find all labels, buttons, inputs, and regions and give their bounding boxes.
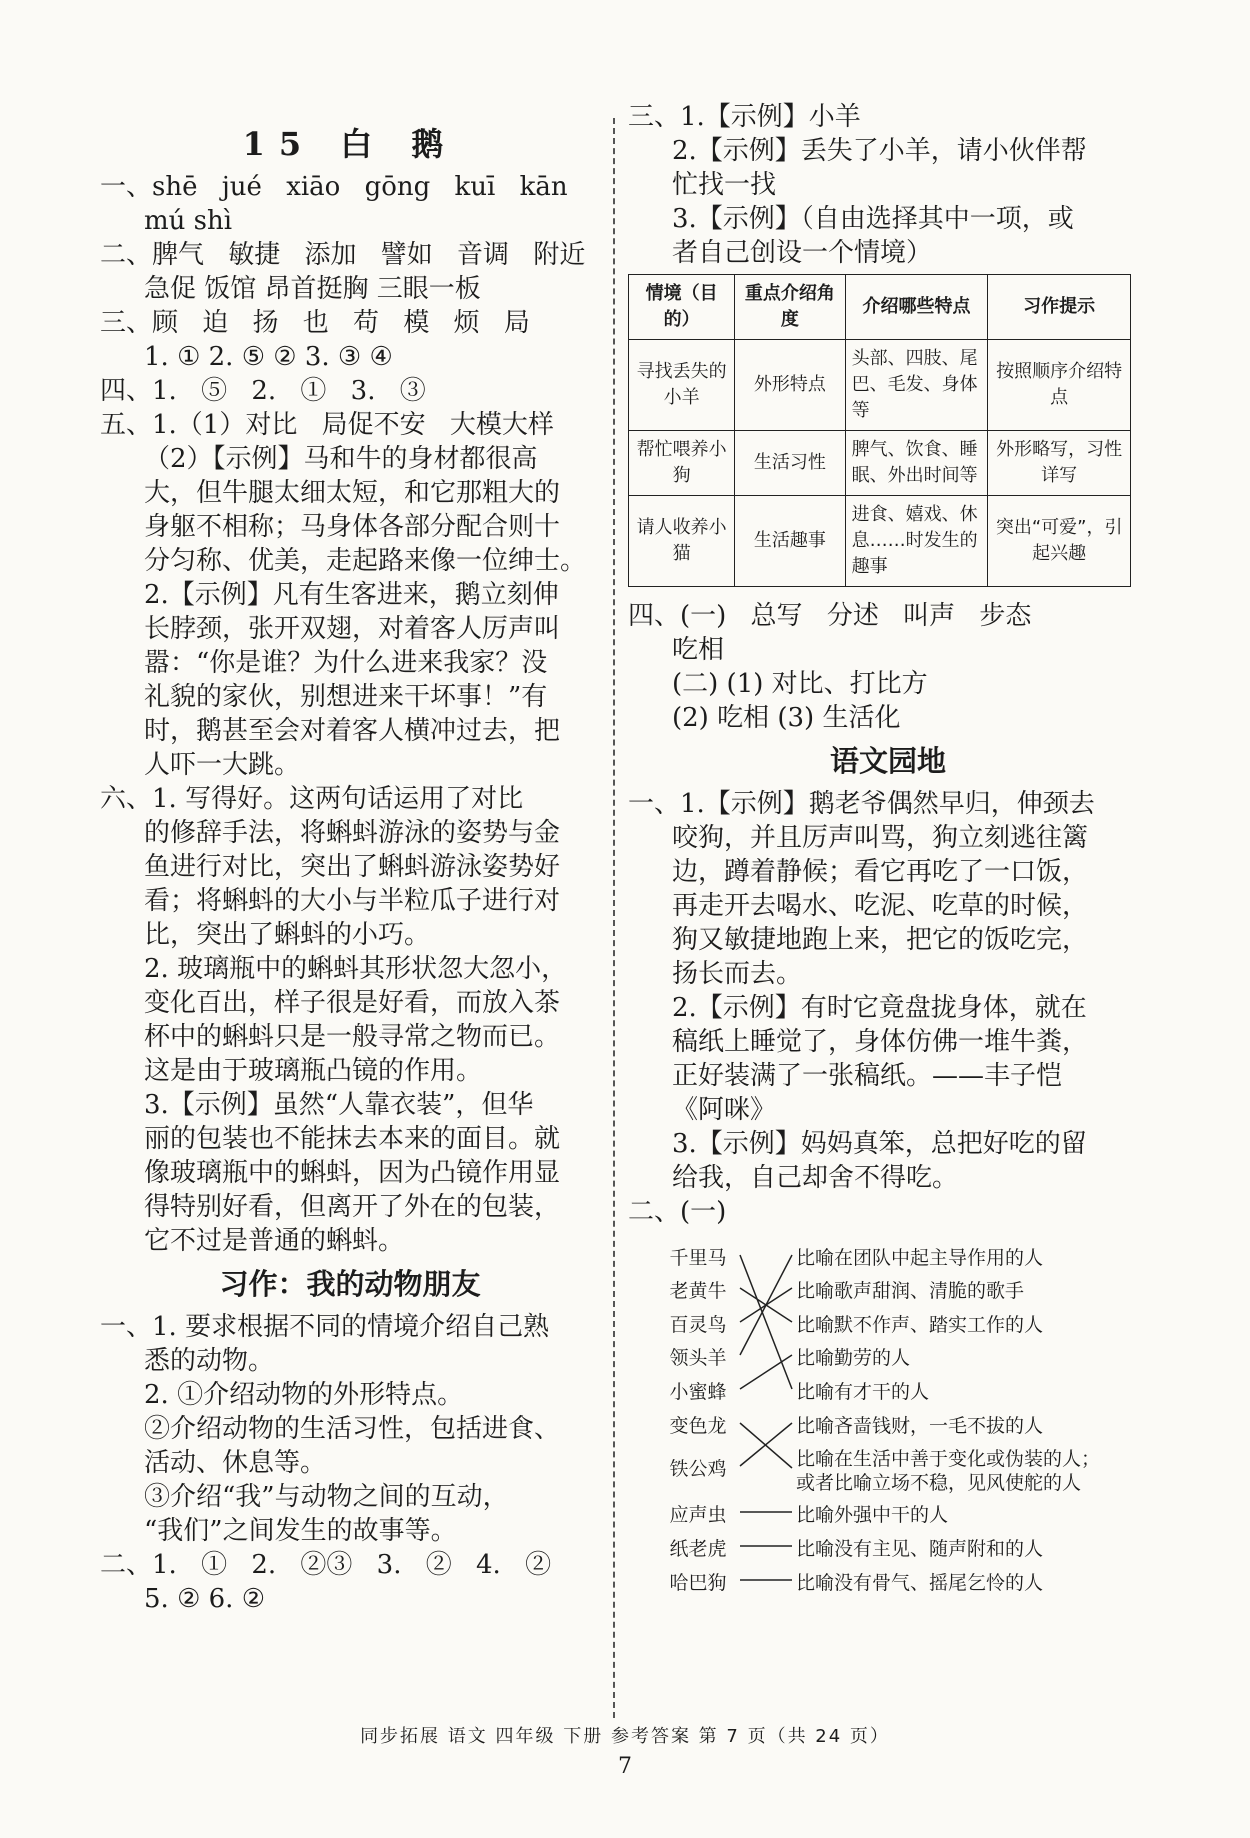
text-line: 者自己创设一个情境） <box>672 238 933 268</box>
right-answers-part2 <box>628 599 1148 735</box>
text-line: 忙找一找 <box>672 170 777 200</box>
match-left-term: 领头羊 <box>669 1347 727 1369</box>
text-line: 边，蹲着静候；看它再吃了一口饭， <box>672 857 1089 887</box>
text-line: 咬狗，并且厉声叫骂，狗立刻逃往篱 <box>672 823 1089 853</box>
match-left-term: 哈巴狗 <box>669 1572 727 1594</box>
text-line: 扬长而去。 <box>672 959 803 989</box>
text-line: 吃相 <box>672 635 725 665</box>
match-left-term: 应声虫 <box>669 1504 727 1526</box>
text-line: （2）【示例】马和牛的身材都很高 <box>144 444 538 474</box>
text-line: 二、(一) <box>628 1197 727 1227</box>
match-right-meaning: 比喻在生活中善于变化或伪装的人； <box>796 1448 1101 1470</box>
table-cell: 请人收养小猫 <box>629 496 735 587</box>
text-line: 稿纸上睡觉了，身体仿佛一堆牛粪， <box>672 1027 1089 1057</box>
table-cell: 帮忙喂养小狗 <box>629 431 735 496</box>
left-answers-part2 <box>100 1310 600 1616</box>
text-line: 2. ①介绍动物的外形特点。 <box>144 1380 464 1410</box>
column-divider <box>613 118 615 1718</box>
table-row <box>629 340 1131 431</box>
table-cell: 头部、四肢、尾巴、毛发、身体等 <box>845 340 988 431</box>
table-header-cell: 习作提示 <box>988 275 1131 340</box>
match-left-term: 纸老虎 <box>669 1538 727 1560</box>
text-line: 1. ① 2. ⑤ ② 3. ③ ④ <box>144 342 393 372</box>
match-right-meaning: 比喻没有主见、随声附和的人 <box>796 1538 1044 1560</box>
text-line: 5. ② 6. ② <box>144 1584 266 1614</box>
text-line: 四、1. ⑤ 2. ① 3. ③ <box>100 376 426 406</box>
text-line: 2.【示例】凡有生客进来，鹅立刻伸 <box>144 580 559 610</box>
match-right-meaning: 比喻默不作声、踏实工作的人 <box>796 1314 1044 1336</box>
right-answers-part3 <box>628 787 1148 1229</box>
text-line: 时，鹅甚至会对着客人横冲过去，把 <box>144 716 561 746</box>
text-line: 2.【示例】有时它竟盘拢身体，就在 <box>672 993 1087 1023</box>
text-line: 五、1.（1）对比 局促不安 大模大样 <box>100 410 554 440</box>
text-line: 三、1.【示例】小羊 <box>628 102 861 132</box>
text-line: 二、1. ① 2. ②③ 3. ② 4. ② <box>100 1550 552 1580</box>
text-line: 人吓一大跳。 <box>144 750 301 780</box>
text-line: mú shì <box>144 206 233 236</box>
text-line: 活动、休息等。 <box>144 1448 327 1478</box>
text-line: 《阿咪》 <box>672 1095 777 1125</box>
match-right-meaning: 比喻勤劳的人 <box>796 1347 911 1369</box>
table-cell: 生活趣事 <box>735 496 845 587</box>
right-answers-part1 <box>628 100 1148 270</box>
table-cell: 进食、嬉戏、休息……时发生的趣事 <box>845 496 988 587</box>
match-right-meaning: 或者比喻立场不稳，见风使舵的人 <box>796 1472 1082 1494</box>
right-column <box>628 100 1148 1633</box>
table-cell: 生活习性 <box>735 431 845 496</box>
table-header-cell: 情境（目的） <box>629 275 735 340</box>
section-heading-writing: 习作：我的动物朋友 <box>219 1267 481 1301</box>
text-line: 的修辞手法，将蝌蚪游泳的姿势与金 <box>144 818 561 848</box>
text-line: 急促 饭馆 昂首挺胸 三眼一板 <box>144 274 481 304</box>
match-connector-line <box>740 1255 792 1355</box>
match-left-term: 老黄牛 <box>669 1280 727 1302</box>
text-line: 杯中的蝌蚪只是一般寻常之物而已。 <box>144 1022 561 1052</box>
lesson-title: 15 白 鹅 <box>242 125 458 163</box>
table-cell: 外形略写，习性详写 <box>988 431 1131 496</box>
text-line: 六、1. 写得好。这两句话运用了对比 <box>100 784 524 814</box>
text-line: 正好装满了一张稿纸。——丰子恺 <box>672 1061 1063 1091</box>
text-line: 嚣：“你是谁？为什么进来我家？没 <box>144 648 548 678</box>
table-cell: 寻找丢失的小羊 <box>629 340 735 431</box>
text-line: 悉的动物。 <box>144 1346 275 1376</box>
text-line: (2) 吃相 (3) 生活化 <box>672 703 901 733</box>
text-line: “我们”之间发生的故事等。 <box>144 1516 457 1546</box>
text-line: 得特别好看，但离开了外在的包装， <box>144 1192 561 1222</box>
match-right-meaning: 比喻吝啬钱财，一毛不拔的人 <box>796 1415 1044 1437</box>
matching-exercise <box>628 1233 1148 1633</box>
match-right-meaning: 比喻外强中干的人 <box>796 1504 949 1526</box>
text-line: 身躯不相称；马身体各部分配合则十 <box>144 512 561 542</box>
match-left-term: 铁公鸡 <box>669 1458 727 1480</box>
situation-table <box>628 274 1131 587</box>
text-line: 狗又敏捷地跑上来，把它的饭吃完， <box>672 925 1089 955</box>
table-cell: 按照顺序介绍特点 <box>988 340 1131 431</box>
left-answers-part1 <box>100 170 600 1258</box>
text-line: 三、顾 迫 扬 也 苟 模 烦 局 <box>100 308 530 338</box>
page-footer: 同步拓展 语文 四年级 下册 参考答案 第 7 页（共 24 页） <box>360 1726 890 1747</box>
text-line: 给我，自己却舍不得吃。 <box>672 1163 959 1193</box>
table-header-cell: 重点介绍角度 <box>735 275 845 340</box>
text-line: ③介绍“我”与动物之间的互动， <box>144 1482 509 1512</box>
text-line: 它不过是普通的蝌蚪。 <box>144 1226 405 1256</box>
match-left-term: 变色龙 <box>669 1415 727 1437</box>
match-left-term: 百灵鸟 <box>669 1314 727 1336</box>
text-line: 2. 玻璃瓶中的蝌蚪其形状忽大忽小， <box>144 954 568 984</box>
text-line: 这是由于玻璃瓶凸镜的作用。 <box>144 1056 483 1086</box>
text-line: ②介绍动物的生活习性，包括进食、 <box>144 1414 561 1444</box>
text-line: 礼貌的家伙，别想进来干坏事！”有 <box>144 682 548 712</box>
left-column <box>100 118 600 1616</box>
match-connector-line <box>740 1255 792 1389</box>
table-row <box>629 496 1131 587</box>
table-cell: 脾气、饮食、睡眠、外出时间等 <box>845 431 988 496</box>
match-right-meaning: 比喻有才干的人 <box>796 1381 930 1403</box>
table-cell: 外形特点 <box>735 340 845 431</box>
text-line: 丽的包装也不能抹去本来的面目。就 <box>144 1124 561 1154</box>
table-header-cell: 介绍哪些特点 <box>845 275 988 340</box>
match-right-meaning: 比喻歌声甜润、清脆的歌手 <box>796 1280 1025 1302</box>
text-line: 看；将蝌蚪的大小与半粒瓜子进行对 <box>144 886 561 916</box>
section-heading-garden: 语文园地 <box>829 744 946 778</box>
text-line: 分匀称、优美，走起路来像一位绅士。 <box>144 546 587 576</box>
text-line: 一、shē jué xiāo gōng kuī kān <box>100 172 568 202</box>
match-left-term: 千里马 <box>669 1247 727 1269</box>
text-line: 一、1.【示例】鹅老爷偶然早归，伸颈去 <box>628 789 1095 819</box>
text-line: 四、(一) 总写 分述 叫声 步态 <box>628 601 1032 631</box>
text-line: 像玻璃瓶中的蝌蚪，因为凸镜作用显 <box>144 1158 561 1188</box>
match-left-term: 小蜜蜂 <box>669 1381 727 1403</box>
text-line: (二) (1) 对比、打比方 <box>672 669 928 699</box>
text-line: 长脖颈，张开双翅，对着客人厉声叫 <box>144 614 561 644</box>
table-cell: 突出“可爱”，引起兴趣 <box>988 496 1131 587</box>
match-connector-line <box>740 1355 792 1389</box>
text-line: 3.【示例】（自由选择其中一项，或 <box>672 204 1074 234</box>
match-right-meaning: 比喻在团队中起主导作用的人 <box>796 1247 1044 1269</box>
text-line: 2.【示例】丢失了小羊，请小伙伴帮 <box>672 136 1087 166</box>
text-line: 鱼进行对比，突出了蝌蚪游泳姿势好 <box>144 852 561 882</box>
text-line: 3.【示例】虽然“人靠衣装”，但华 <box>144 1090 534 1120</box>
page-number: 7 <box>618 1754 632 1779</box>
text-line: 二、脾气 敏捷 添加 譬如 音调 附近 <box>100 240 586 270</box>
text-line: 一、1. 要求根据不同的情境介绍自己熟 <box>100 1312 550 1342</box>
match-right-meaning: 比喻没有骨气、摇尾乞怜的人 <box>796 1572 1044 1594</box>
text-line: 大，但牛腿太细太短，和它那粗大的 <box>144 478 561 508</box>
text-line: 3.【示例】妈妈真笨，总把好吃的留 <box>672 1129 1087 1159</box>
text-line: 变化百出，样子很是好看，而放入茶 <box>144 988 561 1018</box>
table-row <box>629 431 1131 496</box>
text-line: 比，突出了蝌蚪的小巧。 <box>144 920 431 950</box>
text-line: 再走开去喝水、吃泥、吃草的时候， <box>672 891 1089 921</box>
